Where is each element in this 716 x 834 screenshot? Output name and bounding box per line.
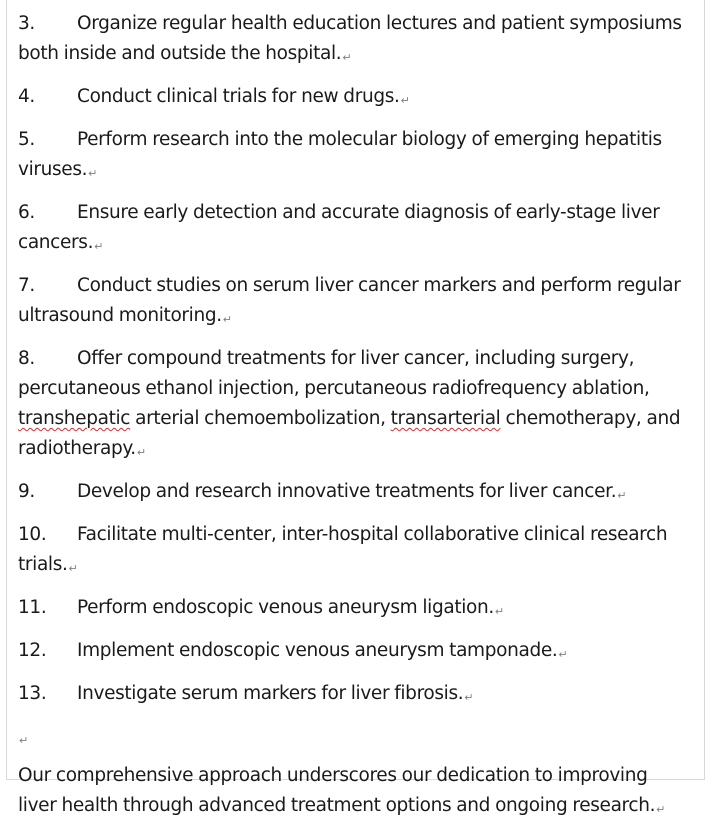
item-text-after: chemotherapy, and radiotherapy. xyxy=(18,408,681,459)
list-item[interactable] xyxy=(18,679,690,713)
list-item[interactable] xyxy=(18,636,690,670)
item-number: 4. xyxy=(18,86,35,107)
list-item[interactable] xyxy=(18,593,690,627)
list-item[interactable] xyxy=(18,477,690,511)
paragraph-mark-icon: ↵ xyxy=(342,51,352,64)
paragraph-mark-icon: ↵ xyxy=(68,562,78,575)
list-item[interactable] xyxy=(18,9,690,73)
list-item[interactable] xyxy=(18,198,690,262)
spelling-error-word[interactable]: transarterial xyxy=(390,408,501,429)
item-text: Implement endoscopic venous aneurysm tamponade. xyxy=(77,640,558,661)
item-text: Conduct clinical trials for new drugs. xyxy=(77,86,400,107)
paragraph-mark-icon: ↵ xyxy=(19,734,28,747)
empty-paragraph[interactable] xyxy=(18,722,690,752)
item-text: Perform research into the molecular biology of emerging hepatitis viruses. xyxy=(18,129,662,180)
paragraph-mark-icon: ↵ xyxy=(494,605,504,618)
item-number: 6. xyxy=(18,202,35,223)
document-body[interactable] xyxy=(18,9,690,834)
item-number: 12. xyxy=(18,640,47,661)
list-item[interactable] xyxy=(18,82,690,116)
paragraph-mark-icon: ↵ xyxy=(656,803,666,816)
document-page xyxy=(6,0,705,816)
item-number: 11. xyxy=(18,597,47,618)
item-text: Investigate serum markers for liver fibrosis. xyxy=(77,683,464,704)
paragraph-mark-icon: ↵ xyxy=(136,446,146,459)
item-text-before: Offer compound treatments for liver cancer, including surgery, percutaneous ethanol injection, percutaneous radiofrequency ablation, xyxy=(18,348,650,399)
closing-paragraph[interactable] xyxy=(18,761,690,825)
item-text: Develop and research innovative treatments for liver cancer. xyxy=(77,481,617,502)
item-text: Facilitate multi-center, inter-hospital collaborative clinical research trials. xyxy=(18,524,668,575)
item-number: 5. xyxy=(18,129,35,150)
paragraph-mark-icon: ↵ xyxy=(88,167,98,180)
item-number: 13. xyxy=(18,683,47,704)
paragraph-mark-icon: ↵ xyxy=(464,691,474,704)
item-text: Conduct studies on serum liver cancer markers and perform regular ultrasound monitoring. xyxy=(18,275,681,326)
item-number: 10. xyxy=(18,524,47,545)
item-number: 7. xyxy=(18,275,35,296)
list-item[interactable] xyxy=(18,344,690,468)
paragraph-mark-icon: ↵ xyxy=(400,94,410,107)
item-text: Ensure early detection and accurate diagnosis of early-stage liver cancers. xyxy=(18,202,660,253)
list-item[interactable] xyxy=(18,271,690,335)
paragraph-mark-icon: ↵ xyxy=(94,240,103,253)
item-text-middle: arterial chemoembolization, xyxy=(130,408,391,429)
closing-text: Our comprehensive approach underscores our dedication to improving liver health through advanced treatment options and ongoing research. xyxy=(18,765,656,816)
item-text: Perform endoscopic venous aneurysm ligation. xyxy=(77,597,494,618)
paragraph-mark-icon: ↵ xyxy=(617,489,627,502)
spelling-error-word[interactable]: transhepatic xyxy=(18,408,131,429)
paragraph-mark-icon: ↵ xyxy=(222,313,232,326)
paragraph-mark-icon: ↵ xyxy=(558,648,568,661)
list-item[interactable] xyxy=(18,520,690,584)
list-item[interactable] xyxy=(18,125,690,189)
item-number: 9. xyxy=(18,481,35,502)
item-number: 8. xyxy=(18,348,35,369)
item-number: 3. xyxy=(18,13,35,34)
item-text: Organize regular health education lectures and patient symposiums both inside and outside the hospital. xyxy=(18,13,682,64)
